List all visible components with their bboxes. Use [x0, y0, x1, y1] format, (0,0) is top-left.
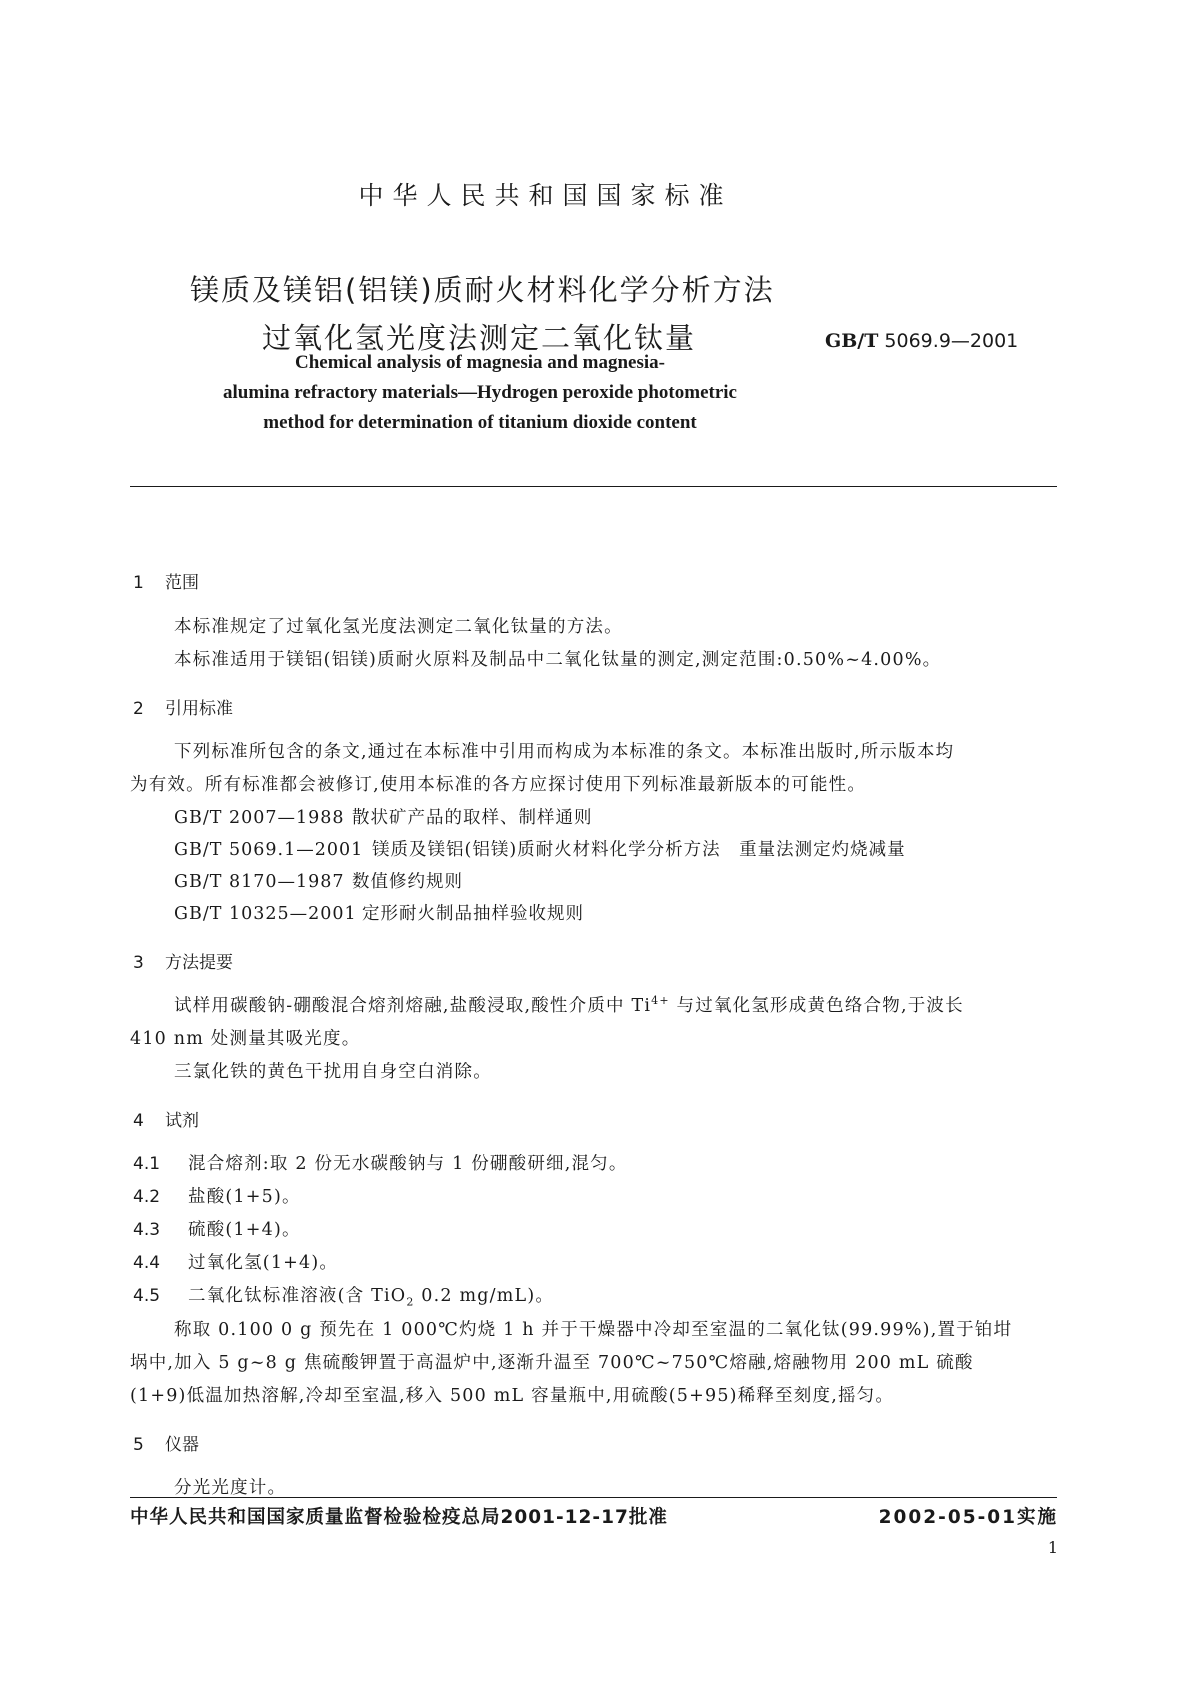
section-3-heading: 3 方法提要 — [133, 953, 233, 973]
reagent-item: 4.2 盐酸(1+5)。 — [133, 1187, 301, 1207]
reagent-procedure-line1: 称取 0.100 0 g 预先在 1 000℃灼烧 1 h 并于干燥器中冷却至室温的二氧化钛(99.99%),置于铂坩 — [174, 1320, 1013, 1340]
effective-date: 2002-05-01实施 — [878, 1507, 1058, 1528]
section-5-heading: 5 仪器 — [133, 1435, 199, 1455]
page-number: 1 — [1047, 1538, 1058, 1557]
section-4-heading: 4 试剂 — [133, 1111, 199, 1131]
section-5-paragraph: 分光光度计。 — [174, 1478, 287, 1498]
reagent-procedure-line3: (1+9)低温加热溶解,冷却至室温,移入 500 mL 容量瓶中,用硫酸(5+95)稀释至刻度,摇匀。 — [130, 1386, 895, 1406]
reference-item: GB/T 10325—2001 定形耐火制品抽样验收规则 — [174, 904, 584, 924]
org-title: 中华人民共和国国家标准 — [358, 181, 733, 210]
english-title-line2: alumina refractory materials—Hydrogen peroxide photometric — [223, 382, 737, 403]
section-2-paragraph-line2: 为有效。所有标准都会被修订,使用本标准的各方应探讨使用下列标准最新版本的可能性。 — [130, 775, 867, 795]
reference-item: GB/T 2007—1988 散状矿产品的取样、制样通则 — [174, 808, 593, 828]
section-1-paragraph-1: 本标准规定了过氧化氢光度法测定二氧化钛量的方法。 — [174, 617, 623, 637]
section-3-paragraph-line1: 试样用碳酸钠-硼酸混合熔剂熔融,盐酸浸取,酸性介质中 $Ti^{4+}$ 与过氧化氢形成黄色络合物,于波长 — [174, 994, 964, 1016]
footer-divider — [130, 1497, 1057, 1498]
header-divider — [130, 486, 1057, 487]
reference-item: GB/T 5069.1—2001 镁质及镁铝(铝镁)质耐火材料化学分析方法 重量法测定灼烧减量 — [174, 840, 906, 860]
reagent-item: 4.5 二氧化钛标准溶液(含 TiO$_2$ 0.2 mg/mL)。 — [133, 1286, 555, 1309]
doc-title-line1: 镁质及镁铝(铝镁)质耐火材料化学分析方法 — [190, 273, 775, 307]
doc-title-line2: 过氧化氢光度法测定二氧化钛量 — [262, 321, 697, 355]
english-title-line1: Chemical analysis of magnesia and magnesia- — [295, 352, 665, 373]
section-3-paragraph-2: 三氯化铁的黄色干扰用自身空白消除。 — [174, 1062, 492, 1082]
reagent-item: 4.3 硫酸(1+4)。 — [133, 1220, 301, 1240]
section-1-paragraph-2: 本标准适用于镁铝(铝镁)质耐火原料及制品中二氧化钛量的测定,测定范围:0.50%~4.00%。 — [174, 650, 942, 670]
english-title-line3: method for determination of titanium dioxide content — [263, 412, 697, 433]
reference-item: GB/T 8170—1987 数值修约规则 — [174, 872, 463, 892]
reagent-procedure-line2: 埚中,加入 5 g~8 g 焦硫酸钾置于高温炉中,逐渐升温至 700℃~750℃熔融,熔融物用 200 mL 硫酸 — [130, 1353, 974, 1373]
section-1-heading: 1 范围 — [133, 573, 199, 593]
section-2-heading: 2 引用标准 — [133, 699, 233, 719]
section-3-paragraph-line2: 410 nm 处测量其吸光度。 — [130, 1029, 361, 1049]
reagent-item: 4.4 过氧化氢(1+4)。 — [133, 1253, 339, 1273]
approval-statement: 中华人民共和国国家质量监督检验检疫总局2001-12-17批准 — [130, 1507, 668, 1528]
section-2-paragraph-line1: 下列标准所包含的条文,通过在本标准中引用而构成为本标准的条文。本标准出版时,所示版本均 — [174, 742, 955, 762]
standard-number: GB/T 5069.9—2001 — [825, 330, 1019, 352]
reagent-item: 4.1 混合熔剂:取 2 份无水碳酸钠与 1 份硼酸研细,混匀。 — [133, 1154, 628, 1174]
